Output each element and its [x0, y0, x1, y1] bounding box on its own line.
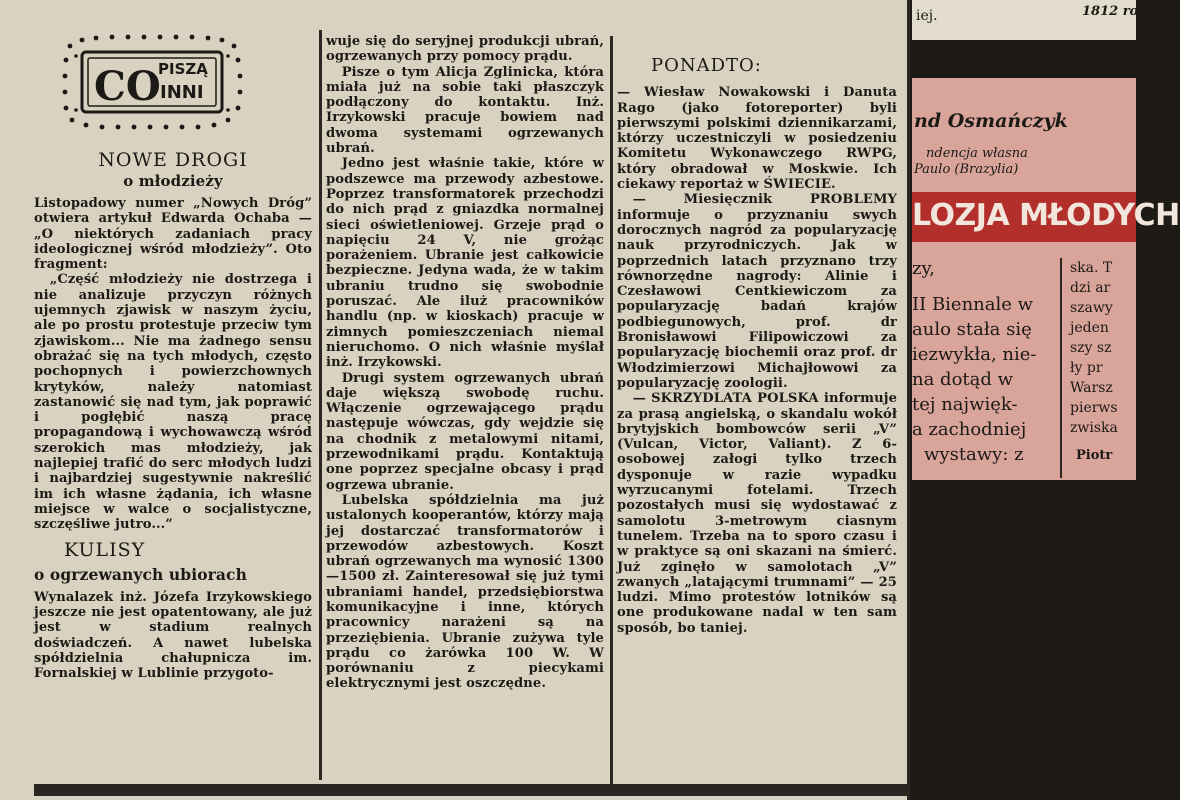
text-line: zwiska [1070, 420, 1118, 436]
text-line: dzi ar [1070, 280, 1111, 296]
column-2 [326, 34, 604, 692]
adjacent-page-top-strip [912, 0, 1139, 40]
paragraph: Lubelska spółdzielnia ma już ustalonych kooperantów, którzy mają jej dostarczać transformatorów i przewodów azbestowych. Koszt ubrań ogrzewanych ma wynosić 1300—1500 zł. Zainteresował się już tymi ubraniami handel, przedsiębiorstwa komunikacyjne i inne, których pracownicy narażeni są na przeziębienia. Ubranie zużywa tyle prądu co żarówka 100 W. W porównaniu z piecykami elektrycznymi jest oszczędne. [326, 492, 604, 692]
paragraph: Pisze o tym Alicja Zglinicka, która miała już na sobie taki płaszczyk podłączony do kontaktu. Inż. Irzykowski pracuje bowiem nad dwoma systemami ogrzewanych ubrań. [326, 64, 604, 157]
text-line: tej najwięk- [912, 394, 1018, 415]
text-line: jeden [1070, 320, 1109, 336]
svg-text:PISZĄ: PISZĄ [158, 60, 208, 78]
column-rule-2 [610, 36, 613, 784]
svg-text:INNI: INNI [160, 82, 204, 103]
paragraph: Listopadowy numer „Nowych Dróg” otwiera artykuł Edwarda Ochaba — „O niektórych zadaniach pracy ideologicznej wśród młodzieży”. Oto fragment: [34, 196, 312, 273]
heading-nowe-drogi: NOWE DROGI [98, 149, 248, 171]
adjacent-page [912, 0, 1180, 480]
text-line: wystawy: z [924, 444, 1024, 465]
subheading-o-ogrzewanych-ubiorach: o ogrzewanych ubiorach [34, 564, 247, 584]
dark-gap [912, 40, 1136, 78]
subheading-o-mlodziezy: o młodzieży [123, 172, 223, 190]
text-line: Warsz [1070, 380, 1113, 396]
text-line: zy, [912, 258, 935, 279]
text-line: szy sz [1070, 340, 1112, 356]
column-1 [34, 146, 312, 682]
bottom-rule [34, 784, 910, 796]
paragraph: — SKRZYDLATA POLSKA informuje za prasą angielską, o skandalu wokół brytyjskich bombowców serii „V” (Vulcan, Victor, Valiant). Z 6-osobowej załogi tylko trzech dysponuje w razie wypadku wyrzucanymi fotelami. Trzech pozostałych musi się wydostawać z samolotu 3-metrowym ciasnym tunelem. Trzeba na to sporo czasu i w praktyce są oni skazani na śmierć. Już zginęło w samolotach „V” zwanych „latającymi trumnami” — 25 ludzi. Mimo protestów lotników są one produkowane nadal w ten sam sposób, bo taniej. [617, 391, 897, 636]
paragraph-quote: „Część młodzieży nie dostrzega i nie analizuje przyczyn różnych ujemnych zjawisk w naszym życiu, ale po prostu protestuje przeciw tym zjawiskom... Nie ma żadnego sensu obrażać się na tych młodych, często pochopnych i powierzchownych krytyków, należy natomiast zastanowić się nad tym, jak poprawić i pogłębić naszą pracę propagandową i wychowawczą wśród szerokich mas młodzieży, jak najlepiej trafić do serc młodych ludzi i najbardziej sugestywnie nakreślić im ich własne żądania, ich własne miejsce w walce o socjalistyczne, szczęśliwe jutro...” [34, 272, 312, 533]
text-line: szawy [1070, 300, 1113, 316]
text-line: ły pr [1070, 360, 1103, 376]
correspondence-line-1: ndencja własna [926, 146, 1028, 161]
title-band [912, 192, 1180, 242]
paragraph: — Miesięcznik PROBLEMY informuje o przyznaniu swych dorocznych nagród za popularyzację nauk przyrodniczych. Jak w poprzednich latach przyznano trzy równorzędne nagrody: Alinie i Czesławowi Centkiewiczom za popularyzację badań krajów podbiegunowych, prof. dr Bronisławowi Filipowiczowi za popularyzację biochemii oraz prof. dr Włodzimierzowi Michajłowowi za popularyzację zoologii. [617, 192, 897, 391]
correspondence-line-2: Paulo (Brazylia) [914, 162, 1019, 177]
text-line: a zachodniej [912, 419, 1027, 440]
text-line: ska. T [1070, 260, 1113, 276]
text-line: na dotąd w [912, 369, 1014, 390]
svg-text:CO: CO [94, 63, 161, 110]
paragraph: Wynalazek inż. Józefa Irzykowskiego jeszcze nie jest opatentowany, ale już jest w stadium realnych doświadczeń. A nawet lubelska spółdzielnia chałupnicza im. Fornalskiej w Lublinie przygoto- [34, 589, 312, 682]
text-line: II Biennale w [912, 294, 1034, 315]
article-title: LOZJA MŁODYCH [912, 198, 1180, 233]
text-line: Piotr [1076, 448, 1113, 463]
page-edge [907, 0, 910, 800]
paragraph: — Wiesław Nowakowski i Danuta Rago (jako fotoreporter) byli pierwszymi polskimi dziennikarzami, którzy uczestniczyli w posiedzeniu Komitetu Wykonawczego RWPG, który obradował w Moskwie. Ich ciekawy reportaż w ŚWIECIE. [617, 85, 897, 193]
paragraph: wuje się do seryjnej produkcji ubrań, ogrzewanych przy pomocy prądu. [326, 34, 604, 65]
top-right-text: 1812 ro [1082, 4, 1139, 19]
top-left-text: iej. [916, 8, 938, 24]
heading-ponadto: PONADTO: [651, 55, 762, 76]
author-name: nd Osmańczyk [914, 110, 1068, 132]
paragraph: Jedno jest właśnie takie, które w podszewce ma przewody azbestowe. Poprzez transformatorek przechodzi do nich prąd z gniazdka normalnej sieci oświetleniowej. Grzeje prąd o napięciu 24 V, nie grożąc porażeniem. Ubranie jest całkowicie bezpieczne. Jedyna wada, że w takim ubraniu trudno się swobodnie poruszać. Ale iluż pracowników handlu (np. w kioskach) pracuje w zimnych pomieszczeniach niemal nieruchomo. O nich właśnie myślał inż. Irzykowski. [326, 156, 604, 371]
text-line: pierws [1070, 400, 1118, 416]
text-line: iezwykła, nie- [912, 344, 1037, 365]
co-pisza-inni-logo [62, 34, 252, 130]
column-rule-1 [319, 30, 322, 780]
paragraph: Drugi system ogrzewanych ubrań daje większą swobodę ruchu. Włączenie ogrzewającego prądu następuje wówczas, gdy wejdzie się na chodnik z metalowymi nitami, przewodnikami prądu. Kontaktują one poprzez specjalne obcasy i prąd ogrzewa ubranie. [326, 370, 604, 493]
column-rule [1060, 258, 1062, 478]
text-line: aulo stała się [912, 319, 1032, 340]
column-3 [617, 34, 897, 636]
heading-kulisy: KULISY [64, 538, 146, 561]
